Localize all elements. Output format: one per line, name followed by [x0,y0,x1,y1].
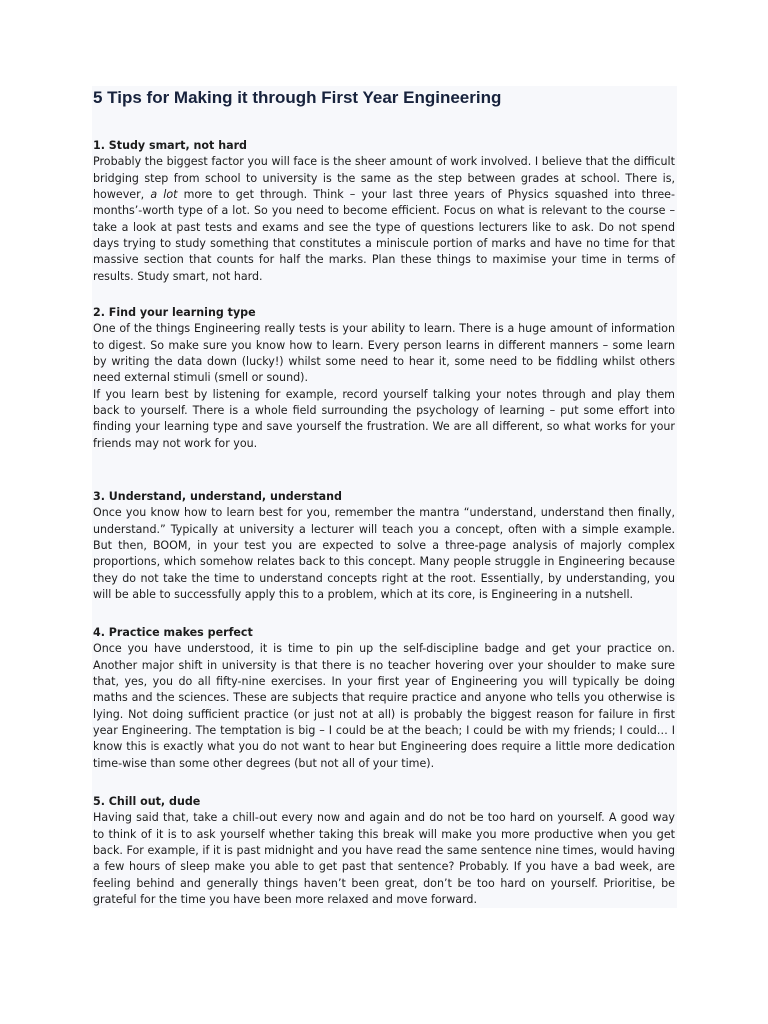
section-heading: 4. Practice makes perfect [93,626,253,639]
section-practice [93,625,675,772]
document-page [92,86,677,908]
paragraph-text: Probably the biggest factor you will face is the sheer amount of work involved. I believe that the difficult bridging step from school to university is the same as the step between grades at school. There is, however, [93,155,675,202]
document-title: 5 Tips for Making it through First Year Engineering [93,88,502,107]
section-heading: 5. Chill out, dude [93,795,201,808]
section-paragraph: Once you know how to learn best for you, remember the mantra “understand, understand then finally, understand.” Typically at university a lecturer will teach you a concept, often with a simple example. But then, BOOM, in your test you are expected to solve a three-page analysis of majorly complex proportions, which somehow relates back to this concept. Many people struggle in Engineering because they do not take the time to understand concepts right at the root. Essentially, by understanding, you will be able to successfully apply this to a problem, which at its core, is Engineering in a nutshell. [93,506,675,602]
section-heading: 3. Understand, understand, understand [93,490,342,503]
emphasis-text: a lot [150,188,178,202]
section-paragraph: Having said that, take a chill-out every now and again and do not be too hard on yourself. A good way to think of it is to ask yourself whether taking this break will make you more productive when you get back. For example, if it is past midnight and you have read the same sentence nine times, would having a few hours of sleep make you able to get past that sentence? Probably. If you have a bad week, are feeling behind and generally things haven’t been great, don’t be too hard on yourself. Prioritise, be grateful for the time you have been more relaxed and move forward. [93,811,675,907]
section-heading: 1. Study smart, not hard [93,139,248,152]
section-study-smart [93,138,675,285]
section-chill-out [93,794,675,908]
paragraph-text: more to get through. Think – your last three years of Physics squashed into three-months’-worth type of a lot. So you need to become efficient. Focus on what is relevant to the course – take a look at past tests and exams and see the type of questions lecturers like to ask. Do not spend days trying to study something that constitutes a miniscule portion of marks and have no time for that massive section that counts for half the marks. Plan these things to maximise your time in terms of results. Study smart, not hard. [93,188,675,283]
section-heading: 2. Find your learning type [93,306,256,319]
section-paragraph [93,154,675,285]
section-paragraph: If you learn best by listening for example, record yourself talking your notes through and play them back to yourself. There is a whole field surrounding the psychology of learning – put some effort into finding your learning type and save yourself the frustration. We are all different, so what works for your friends may not work for you. [93,387,675,450]
section-understand [93,489,675,603]
section-paragraph: One of the things Engineering really tests is your ability to learn. There is a huge amount of information to digest. So make sure you know how to learn. Every person learns in different manners – some learn by writing the data down (lucky!) whilst some need to hear it, some need to be fiddling whilst others need external stimuli (smell or sound). [93,322,675,385]
section-paragraph: Once you have understood, it is time to pin up the self-discipline badge and get your practice on. Another major shift in university is that there is no teacher hovering over your shoulder to make sure that, yes, you do all fifty-nine exercises. In your first year of Engineering you will typically be doing maths and the sciences. These are subjects that require practice and anyone who tells you otherwise is lying. Not doing sufficient practice (or just not at all) is probably the biggest reason for failure in first year Engineering. The temptation is big – I could be at the beach; I could be with my friends; I could… I know this is exactly what you do not want to hear but Engineering does require a little more dedication time-wise than some other degrees (but not all of your time). [93,642,675,770]
section-learning-type [93,305,675,452]
